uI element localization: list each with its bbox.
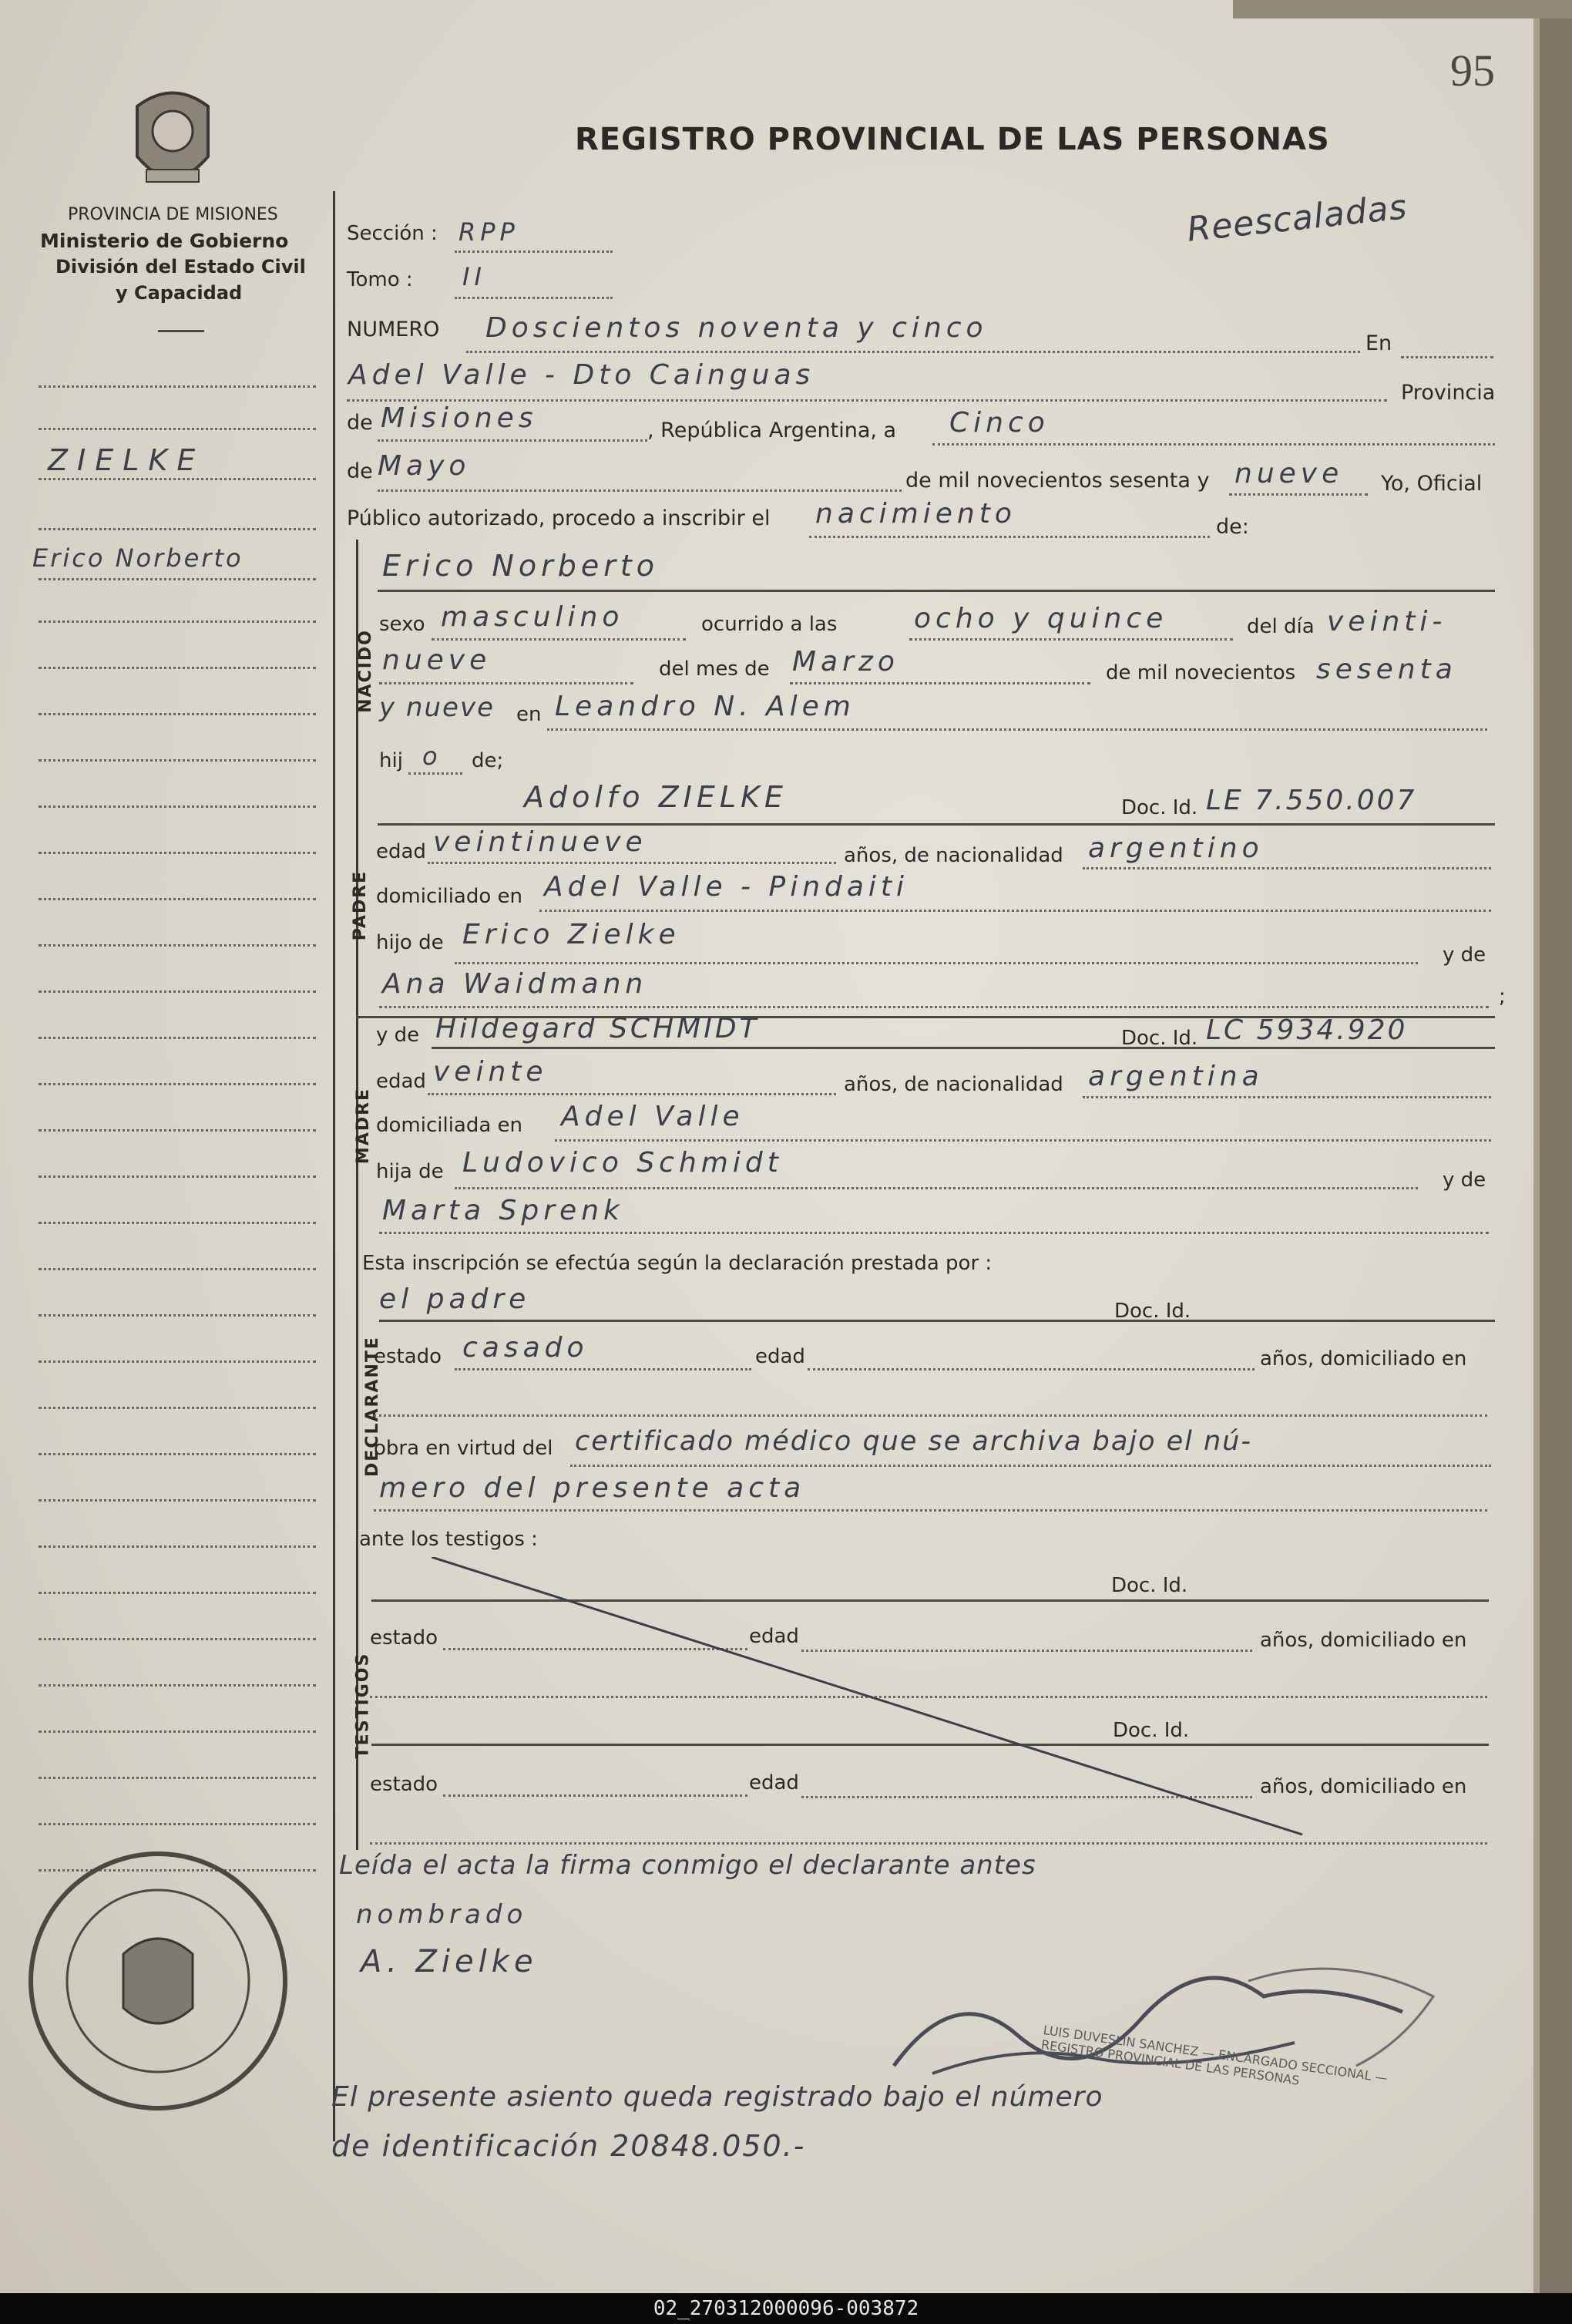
sexo-label: sexo [379,613,425,636]
oficial-label: Yo, Oficial [1381,472,1483,496]
authority-divider [158,330,204,332]
book-binding [1533,0,1572,2293]
declarante-obra-value-1: certificado médico que se archiva bajo el nú- [575,1426,1252,1457]
left-rule [39,1499,316,1502]
rule [379,682,633,684]
authority-line-1: PROVINCIA DE MISIONES [68,205,278,224]
madre-doc-value: LC 5934.920 [1206,1014,1408,1046]
annotation-reescaladas: Reescaladas [1185,187,1409,250]
madre-nac-label: años, de nacionalidad [844,1073,1063,1096]
rule [1083,867,1491,869]
madre-edad-value: veinte [433,1056,548,1088]
registry-note-2: de identificación 20848.050.- [331,2129,806,2163]
madre-hija-value-1: Ludovico Schmidt [462,1147,783,1179]
left-rule [39,667,316,669]
lugar-value: Leandro N. Alem [555,691,855,722]
rule [378,439,647,442]
official-stamp-text: LUIS DUVESLIN SANCHEZ — ENCARGADO SECCIONAL — REGISTRO PROVINCIAL DE LAS PERSONAS [1040,2023,1389,2088]
declarante-doc-label: Doc. Id. [1114,1300,1191,1323]
tomo-label: Tomo : [347,268,413,291]
rule [455,1187,1418,1189]
authority-line-2: Ministerio de Gobierno [40,230,289,252]
rule [932,443,1495,446]
publico-label: Público autorizado, procedo a inscribir el [347,506,771,530]
hij-value: o [422,742,442,771]
left-rule [39,852,316,854]
section-label-nacido: NACIDO [355,629,375,713]
madre-nac-value: argentina [1088,1061,1264,1092]
rule [379,1232,1489,1234]
cancellation-stroke [432,1557,1310,1842]
ocurrido-label: ocurrido a las [701,613,838,636]
rule [539,910,1491,912]
year-label: de mil novecientos sesenta y [905,469,1210,493]
declarant-signature: A. Zielke [361,1944,538,1979]
madre-edad-label: edad [376,1070,426,1093]
hora-value: ocho y quince [914,603,1168,634]
rule [455,962,1418,964]
left-rule [39,1545,316,1548]
padre-hijo-label: hijo de [376,931,444,954]
dia-label: del día [1247,615,1315,638]
section-label-declarante: DECLARANTE [362,1336,382,1477]
left-rule [39,1777,316,1779]
left-rule [39,944,316,947]
left-rule [39,1129,316,1132]
left-rule [39,621,316,623]
madre-doc-label: Doc. Id. [1121,1027,1198,1050]
testigos-estado-label-2: estado [370,1773,438,1796]
main-border [333,191,335,2141]
rule [790,682,1090,684]
de-label: de [347,411,373,435]
declarante-anios-label: años, domiciliado en [1260,1347,1467,1371]
rule [379,1006,1489,1008]
act-value: nacimiento [815,498,1016,530]
section-label-testigos: TESTIGOS [353,1652,373,1759]
madre-hija-value-2: Marta Sprenk [382,1195,624,1226]
padre-dom-label: domiciliado en [376,885,523,908]
rule [1401,356,1493,358]
declarante-name: el padre [379,1283,531,1315]
anio-value-2: y nueve [379,692,495,723]
registry-note-1: El presente asiento queda registrado bajo el número [331,2081,1103,2113]
padre-nac-label: años, de nacionalidad [844,844,1063,867]
left-rule [39,1037,316,1039]
numero-value: Doscientos noventa y cinco [485,312,988,344]
image-footer-id: 02_270312000096-003872 [0,2293,1572,2324]
testigos-edad-label-2: edad [749,1771,799,1794]
left-rule [39,1730,316,1733]
authority-line-4: y Capacidad [116,282,243,304]
rule [432,638,686,641]
rule [374,1414,1487,1417]
testigos-anios-label-1: años, domiciliado en [1260,1629,1467,1652]
place-value: Adel Valle - Dto Cainguas [348,359,815,391]
left-rule [39,478,316,480]
left-rule [39,898,316,900]
left-rule [39,1268,316,1270]
closing-line-1: Leída el acta la firma conmigo el declarante antes [339,1850,1036,1881]
left-rule [39,1823,316,1825]
madre-yde-label: y de [376,1024,420,1047]
testigos-intro: ante los testigos : [359,1528,538,1551]
anio-label: de mil novecientos [1106,661,1296,684]
page-edge [1233,0,1572,18]
section-rule [378,823,1495,826]
rule [455,251,613,253]
day-value: Cinco [949,407,1050,439]
madre-dom-value: Adel Valle [561,1101,744,1132]
left-rule [39,578,316,580]
rule [374,1509,1487,1512]
rule [466,351,1360,353]
rule [455,1368,751,1371]
madre-hija-label: hija de [376,1160,444,1183]
sidebar-given-names: Erico Norberto [32,543,244,573]
left-rule [39,1638,316,1640]
left-rule [39,805,316,808]
nacido-name: Erico Norberto [382,549,659,583]
testigos-doc-label-2: Doc. Id. [1113,1719,1190,1742]
provincia-value: Misiones [381,402,538,434]
sidebar-surname: ZIELKE [48,443,205,477]
left-rule [39,1222,316,1224]
rule [455,297,613,299]
closing-line-2: nombrado [356,1899,528,1930]
declarante-estado-label: estado [374,1345,442,1368]
declarante-intro: Esta inscripción se efectúa según la declaración prestada por : [362,1252,993,1275]
left-rule [39,1175,316,1178]
en-label-nacido: en [516,703,542,726]
padre-hijo-value-2: Ana Waidmann [382,968,648,1000]
rule [547,728,1487,731]
rule [808,1368,1255,1371]
left-rule [39,385,316,388]
year-value: nueve [1234,458,1344,489]
madre-dom-label: domiciliada en [376,1114,523,1137]
rule [555,1139,1491,1142]
declarante-edad-label: edad [755,1345,805,1368]
rule [570,1465,1491,1467]
section-rule [432,1047,1495,1049]
left-rule [39,528,316,530]
rule [809,536,1210,538]
seccion-label: Sección : [347,222,438,245]
left-rule [39,713,316,715]
padre-doc-value: LE 7.550.007 [1206,785,1417,816]
declarante-obra-value-2: mero del presente acta [379,1472,806,1504]
rule [347,399,1387,402]
mes-label: del mes de [659,658,770,681]
section-label-madre: MADRE [354,1087,374,1165]
authority-line-3: División del Estado Civil [55,256,306,277]
republica-label: , República Argentina, a [647,419,897,442]
left-rule [39,990,316,993]
coat-of-arms-icon [129,83,216,195]
sexo-value: masculino [441,601,624,633]
hij-de-label: de; [472,749,504,772]
provincia-label: Provincia [1401,381,1496,405]
left-rule [39,1314,316,1317]
anio-value-1: sesenta [1316,654,1457,685]
left-rule [39,428,316,430]
rule [428,862,836,864]
month-value: Mayo [378,450,471,482]
left-rule [39,1407,316,1409]
left-rule [39,1360,316,1363]
padre-dom-value: Adel Valle - Pindaiti [544,871,909,903]
left-rule [39,1083,316,1085]
padre-edad-value: veintinueve [433,826,647,858]
padre-semicolon: ; [1499,985,1506,1008]
rule [408,772,462,775]
padre-yde-label: y de [1443,943,1486,967]
testigos-estado-label-1: estado [370,1626,438,1650]
testigos-doc-label-1: Doc. Id. [1111,1574,1188,1597]
madre-yde2-label: y de [1443,1169,1486,1192]
madre-name: Hildegard SCHMIDT [435,1013,760,1044]
rule [428,1093,836,1095]
mes-value: Marzo [792,646,899,678]
section-rule [378,590,1495,592]
seccion-value: RPP [458,217,519,247]
padre-name: Adolfo ZIELKE [524,780,788,814]
left-rule [39,759,316,762]
left-rule [39,1684,316,1687]
left-rule [39,1453,316,1455]
padre-edad-label: edad [376,840,426,863]
padre-doc-label: Doc. Id. [1121,796,1198,819]
de2-label: de [347,459,373,483]
tomo-value: II [462,262,486,291]
de3-label: de: [1216,515,1249,539]
section-rule [379,1320,1495,1322]
rule [370,1842,1487,1845]
registry-seal-icon [23,1846,293,2116]
dia-value-1: veinti- [1327,606,1447,637]
en-label: En [1365,331,1392,355]
page-number: 95 [1450,45,1495,96]
rule [378,489,902,492]
rule [1229,493,1368,496]
testigos-anios-label-2: años, domiciliado en [1260,1775,1467,1798]
testigos-edad-label-1: edad [749,1625,799,1648]
rule [909,638,1233,641]
left-rule [39,1592,316,1594]
padre-hijo-value-1: Erico Zielke [462,919,680,950]
section-label-padre: PADRE [351,869,371,941]
hij-label: hij [379,749,403,772]
declarante-estado-value: casado [462,1332,589,1364]
numero-label: NUMERO [347,318,440,341]
padre-nac-value: argentino [1088,832,1264,864]
page-title: REGISTRO PROVINCIAL DE LAS PERSONAS [575,122,1330,157]
dia-value-2: nueve [382,644,492,676]
declarante-obra-label: obra en virtud del [374,1437,553,1460]
rule [1083,1096,1491,1098]
